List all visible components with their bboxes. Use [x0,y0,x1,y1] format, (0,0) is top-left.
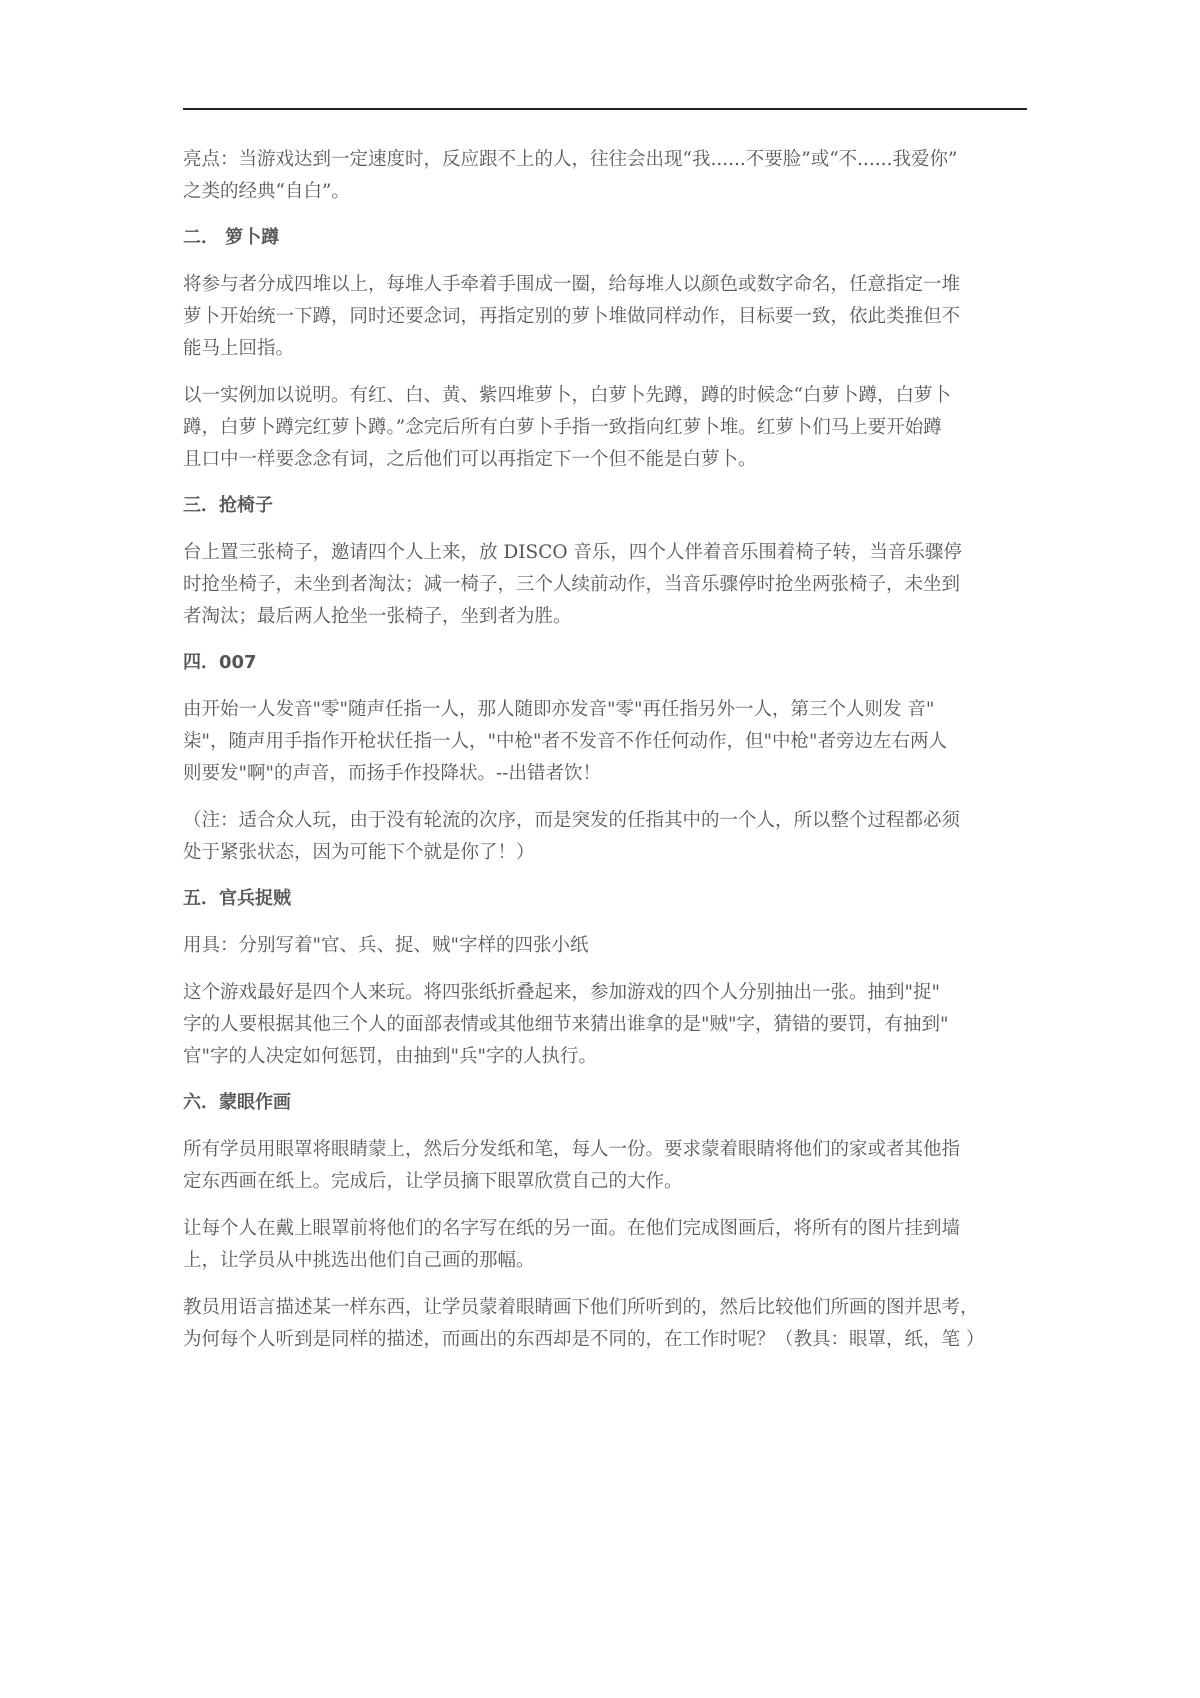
paragraph [183,805,1027,869]
paragraph [183,537,1027,633]
paragraph [183,694,1027,790]
paragraph [183,1134,1027,1198]
text-line: 将参与者分成四堆以上，每堆人手牵着手围成一圈，给每堆人以颜色或数字命名，任意指定一堆 [183,274,961,295]
text-line: 教员用语言描述某一样东西，让学员蒙着眼睛画下他们所听到的，然后比较他们所画的图并思考， [183,1297,979,1318]
text-line: 台上置三张椅子，邀请四个人上来，放 DISCO 音乐，四个人伴着音乐围着椅子转，当音乐骤停 [183,542,962,563]
text-line: 且口中一样要念念有词，之后他们可以再指定下一个但不能是白萝卜。 [183,449,757,470]
paragraph [183,1213,1027,1277]
header-rule [183,108,1027,110]
text-line: 之类的经典“自白”。 [183,181,350,202]
text-line: 字的人要根据其他三个人的面部表情或其他细节来猜出谁拿的是"贼"字，猜错的要罚，有抽到" [183,1014,949,1035]
text-line: 用具：分别写着"官、兵、捉、贼"字样的四张小纸 [183,935,589,956]
paragraph [183,144,1027,208]
section-heading-s6: 六．蒙眼作画 [183,1092,291,1113]
text-line: 所有学员用眼罩将眼睛蒙上，然后分发纸和笔，每人一份。要求蒙着眼睛将他们的家或者其他指 [183,1139,961,1160]
text-line: 这个游戏最好是四个人来玩。将四张纸折叠起来，参加游戏的四个人分别抽出一张。抽到"捉" [183,982,941,1003]
text-line: 以一实例加以说明。有红、白、黄、紫四堆萝卜，白萝卜先蹲，蹲的时候念“白萝卜蹲，白萝卜 [183,385,951,406]
text-line: 亮点：当游戏达到一定速度时，反应跟不上的人，往往会出现“我......不要脸”或“不......我爱你” [183,149,958,170]
text-line: 为何每个人听到是同样的描述，而画出的东西却是不同的，在工作时呢？（教具：眼罩，纸，笔 ） [183,1329,985,1350]
text-line: 官"字的人决定如何惩罚，由抽到"兵"字的人执行。 [183,1046,598,1067]
text-line: 定东西画在纸上。完成后，让学员摘下眼罩欣赏自己的大作。 [183,1171,683,1192]
section-heading-s3: 三．抢椅子 [183,495,273,516]
section-heading-s4: 四．007 [183,652,257,673]
text-line: （注：适合众人玩，由于没有轮流的次序，而是突发的任指其中的一个人，所以整个过程都必须 [183,810,961,831]
paragraph [183,269,1027,365]
text-line: 萝卜开始统一下蹲，同时还要念词，再指定别的萝卜堆做同样动作，目标要一致，依此类推但不 [183,306,961,327]
text-line: 则要发"啊"的声音，而扬手作投降状。--出错者饮！ [183,763,602,784]
paragraph [183,1292,1027,1356]
paragraph [183,977,1027,1073]
section-heading-s2: 二． 箩卜蹲 [183,227,280,248]
text-line: 蹲，白萝卜蹲完红萝卜蹲。”念完后所有白萝卜手指一致指向红萝卜堆。红萝卜们马上要开始蹲 [183,417,942,438]
text-line: 由开始一人发音"零"随声任指一人，那人随即亦发音"零"再任指另外一人，第三个人则发 音" [183,699,935,720]
text-line: 能马上回指。 [183,338,295,359]
text-line: 处于紧张状态，因为可能下个就是你了！） [183,842,535,863]
text-line: 上，让学员从中挑选出他们自己画的那幅。 [183,1250,535,1271]
text-line: 柒"，随声用手指作开枪状任指一人，"中枪"者不发音不作任何动作，但"中枪"者旁边左右两人 [183,731,948,752]
section-heading-s5: 五．官兵捉贼 [183,888,291,909]
text-line: 者淘汰；最后两人抢坐一张椅子，坐到者为胜。 [183,606,572,627]
text-line: 让每个人在戴上眼罩前将他们的名字写在纸的另一面。在他们完成图画后，将所有的图片挂到墙 [183,1218,961,1239]
document-body [183,144,1027,1371]
paragraph [183,930,1027,962]
paragraph [183,380,1027,476]
text-line: 时抢坐椅子，未坐到者淘汰；减一椅子，三个人续前动作，当音乐骤停时抢坐两张椅子，未坐到 [183,574,961,595]
